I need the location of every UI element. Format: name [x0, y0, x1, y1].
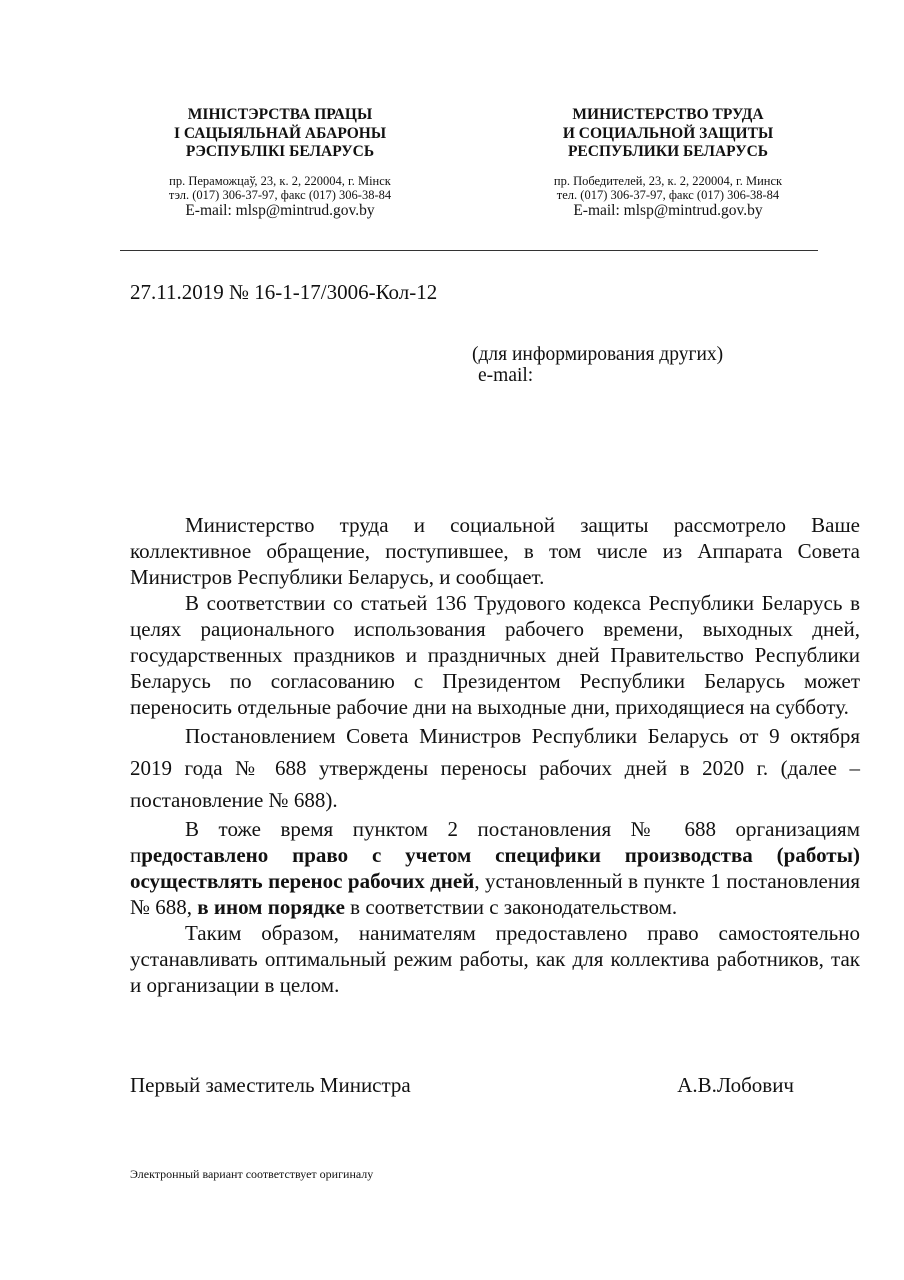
signature-block — [130, 1073, 794, 1098]
org-line: І САЦЫЯЛЬНАЙ АБАРОНЫ — [173, 124, 387, 142]
letterhead-russian — [508, 106, 828, 220]
org-name-by — [120, 106, 440, 162]
signatory-position: Первый заместитель Министра — [130, 1073, 411, 1097]
bold-text: в ином порядке — [197, 895, 345, 919]
text-run: В тоже время пунктом 2 постановления № 688 организациям п — [130, 817, 860, 867]
address-by — [120, 174, 440, 202]
addressee-email: e-mail: — [478, 365, 534, 386]
signatory-name: А.В.Лобович — [677, 1073, 794, 1097]
header-divider — [120, 250, 818, 251]
text-run: в соответствии с законодательством. — [344, 895, 678, 919]
registration-number: 27.11.2019 № 16-1-17/3006-Кол-12 — [130, 280, 438, 304]
org-name-ru — [508, 106, 828, 162]
paragraph: В соответствии со статьей 136 Трудового кодекса Республики Беларусь в целях рационального использования рабочего времени, выходных дней, государственных праздников и праздничных дней Правительство Республики Беларусь по согласованию с Президентом Республики Беларусь может переносить отдельные рабочие дни на выходные дни, приходящиеся на субботу. — [130, 591, 860, 719]
bold-text: редоставлено право с учетом специфики производства (работы) осуществлять перенос рабочих дней — [130, 843, 860, 893]
address-ru — [508, 174, 828, 202]
address-line: пр. Победителей, 23, к. 2, 220004, г. Минск — [553, 173, 783, 188]
org-line: РЭСПУБЛІКІ БЕЛАРУСЬ — [185, 143, 375, 160]
letter-body — [130, 512, 860, 998]
footer-note: Электронный вариант соответствует оригиналу — [130, 1167, 374, 1181]
addressee-line: (для информирования других) — [472, 344, 724, 365]
paragraph: Постановлением Совета Министров Республики Беларусь от 9 октября 2019 года № 688 утверждены переносы рабочих дней в 2020 г. (далее – постановление № 688). — [130, 724, 860, 812]
email-line: E-mail: mlsp@mintrud.gov.by — [185, 201, 375, 219]
text-run: , установленный в пункте 1 постановления № 688, — [130, 869, 860, 919]
org-line: РЕСПУБЛИКИ БЕЛАРУСЬ — [567, 143, 769, 160]
phone-line: тел. (017) 306-37-97, факс (017) 306-38-84 — [556, 187, 780, 202]
email-line: E-mail: mlsp@mintrud.gov.by — [573, 201, 763, 219]
addressee — [472, 344, 723, 386]
paragraph — [130, 816, 860, 920]
org-line: МИНИСТЕРСТВО ТРУДА — [572, 106, 764, 123]
org-line: МІНІСТЭРСТВА ПРАЦЫ — [187, 106, 373, 123]
phone-line: тэл. (017) 306-37-97, факс (017) 306-38-84 — [168, 187, 392, 202]
address-line: пр. Пераможцаў, 23, к. 2, 220004, г. Мінск — [169, 173, 391, 188]
letterhead-belarusian — [120, 106, 440, 220]
org-line: И СОЦИАЛЬНОЙ ЗАЩИТЫ — [562, 124, 774, 142]
paragraph: Таким образом, нанимателям предоставлено право самостоятельно устанавливать оптимальный режим работы, как для коллектива работников, так и организации в целом. — [130, 921, 860, 997]
paragraph: Министерство труда и социальной защиты рассмотрело Ваше коллективное обращение, поступившее, в том числе из Аппарата Совета Министров Республики Беларусь, и сообщает. — [130, 513, 860, 589]
